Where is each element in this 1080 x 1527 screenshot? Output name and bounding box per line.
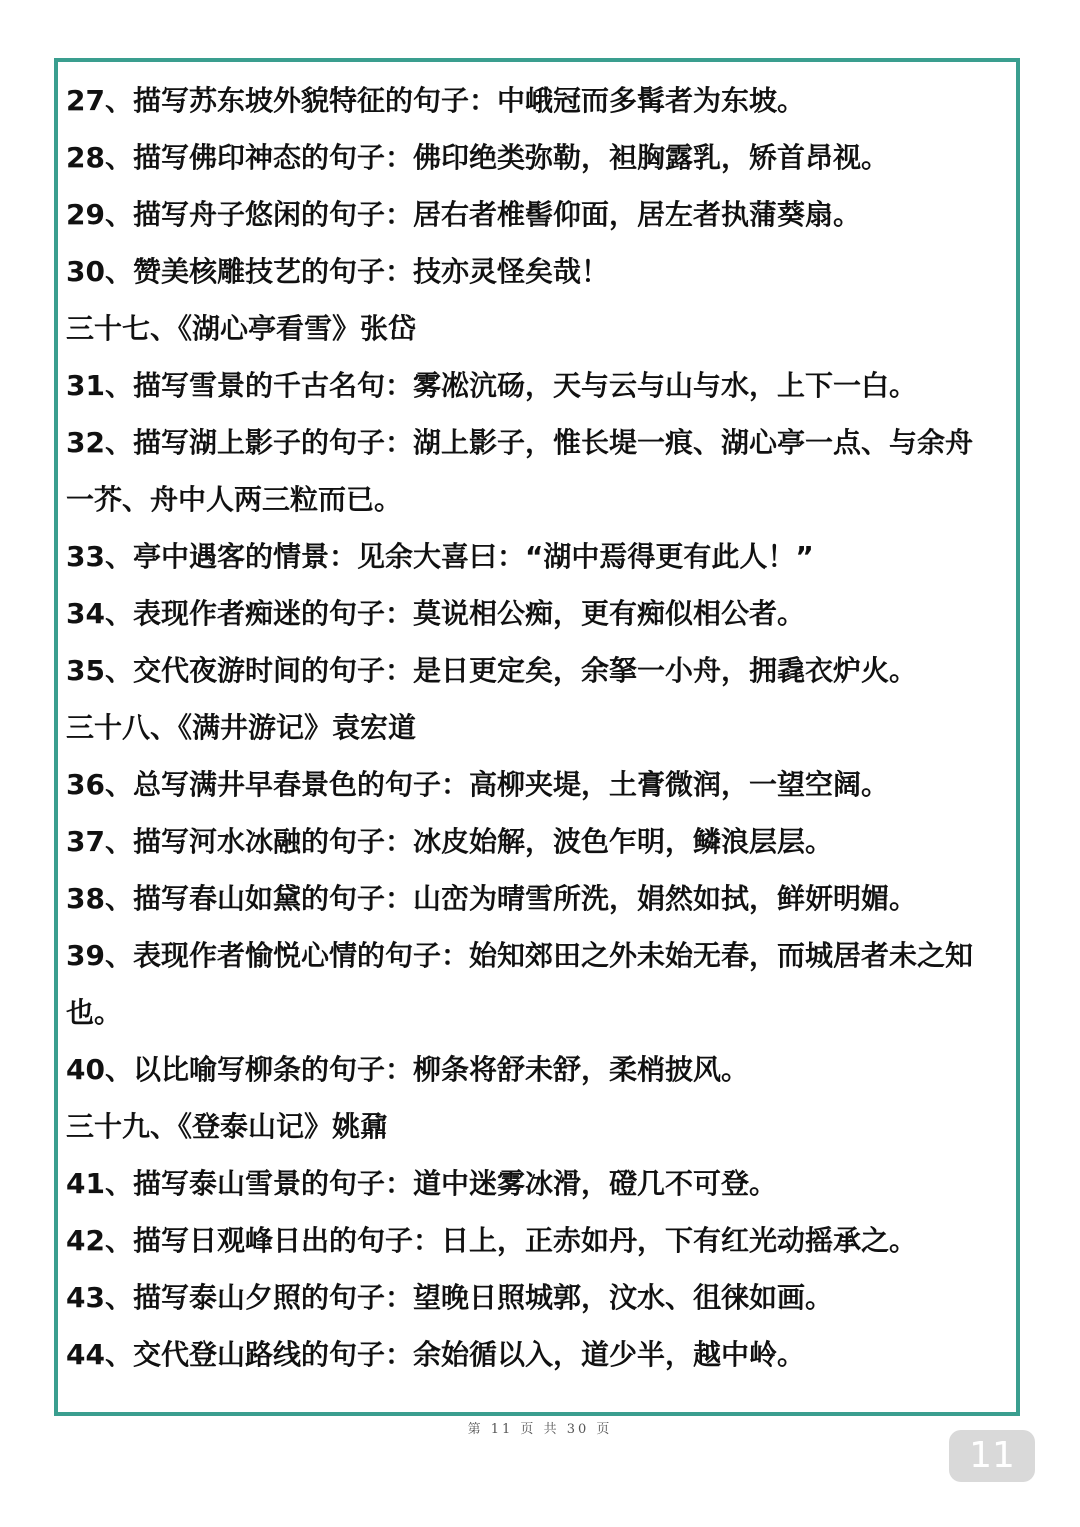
text-line: 39、表现作者愉悦心情的句子：始知郊田之外未始无春，而城居者未之知 xyxy=(66,939,973,972)
text-line: 28、描写佛印神态的句子：佛印绝类弥勒，袒胸露乳，矫首昂视。 xyxy=(66,141,889,174)
section-heading: 三十八、《满井游记》袁宏道 xyxy=(66,711,417,744)
text-line: 33、亭中遇客的情景：见余大喜曰：“湖中焉得更有此人！” xyxy=(66,540,814,573)
text-line: 34、表现作者痴迷的句子：莫说相公痴，更有痴似相公者。 xyxy=(66,597,805,630)
text-line: 41、描写泰山雪景的句子：道中迷雾冰滑，磴几不可登。 xyxy=(66,1167,777,1200)
text-line: 30、赞美核雕技艺的句子：技亦灵怪矣哉！ xyxy=(66,255,609,288)
text-line: 37、描写河水冰融的句子：冰皮始解，波色乍明，鳞浪层层。 xyxy=(66,825,833,858)
text-line: 44、交代登山路线的句子：余始循以入，道少半，越中岭。 xyxy=(66,1338,805,1371)
text-line: 一芥、舟中人两三粒而已。 xyxy=(66,483,403,516)
text-line: 35、交代夜游时间的句子：是日更定矣，余拏一小舟，拥毳衣炉火。 xyxy=(66,654,917,687)
text-line: 38、描写春山如黛的句子：山峦为晴雪所洗，娟然如拭，鲜妍明媚。 xyxy=(66,882,917,915)
text-line: 31、描写雪景的千古名句：雾凇沆砀，天与云与山与水，上下一白。 xyxy=(66,369,917,402)
section-heading: 三十七、《湖心亭看雪》张岱 xyxy=(66,312,417,345)
text-line: 32、描写湖上影子的句子：湖上影子，惟长堤一痕、湖心亭一点、与余舟 xyxy=(66,426,973,459)
text-line: 也。 xyxy=(66,996,123,1029)
text-line: 29、描写舟子悠闲的句子：居右者椎髻仰面，居左者执蒲葵扇。 xyxy=(66,198,861,231)
text-line: 27、描写苏东坡外貌特征的句子：中峨冠而多髯者为东坡。 xyxy=(66,84,805,117)
section-heading: 三十九、《登泰山记》姚鼐 xyxy=(66,1110,389,1143)
text-line: 36、总写满井早春景色的句子：高柳夹堤，土膏微润，一望空阔。 xyxy=(66,768,889,801)
page-number-badge: 11 xyxy=(949,1430,1035,1482)
page-footer: 第 11 页 共 30 页 xyxy=(467,1422,613,1437)
text-line: 43、描写泰山夕照的句子：望晚日照城郭，汶水、徂徕如画。 xyxy=(66,1281,833,1314)
text-line: 40、以比喻写柳条的句子：柳条将舒未舒，柔梢披风。 xyxy=(66,1053,749,1086)
text-line: 42、描写日观峰日出的句子：日上，正赤如丹，下有红光动摇承之。 xyxy=(66,1224,917,1257)
document-body xyxy=(66,72,1018,1383)
